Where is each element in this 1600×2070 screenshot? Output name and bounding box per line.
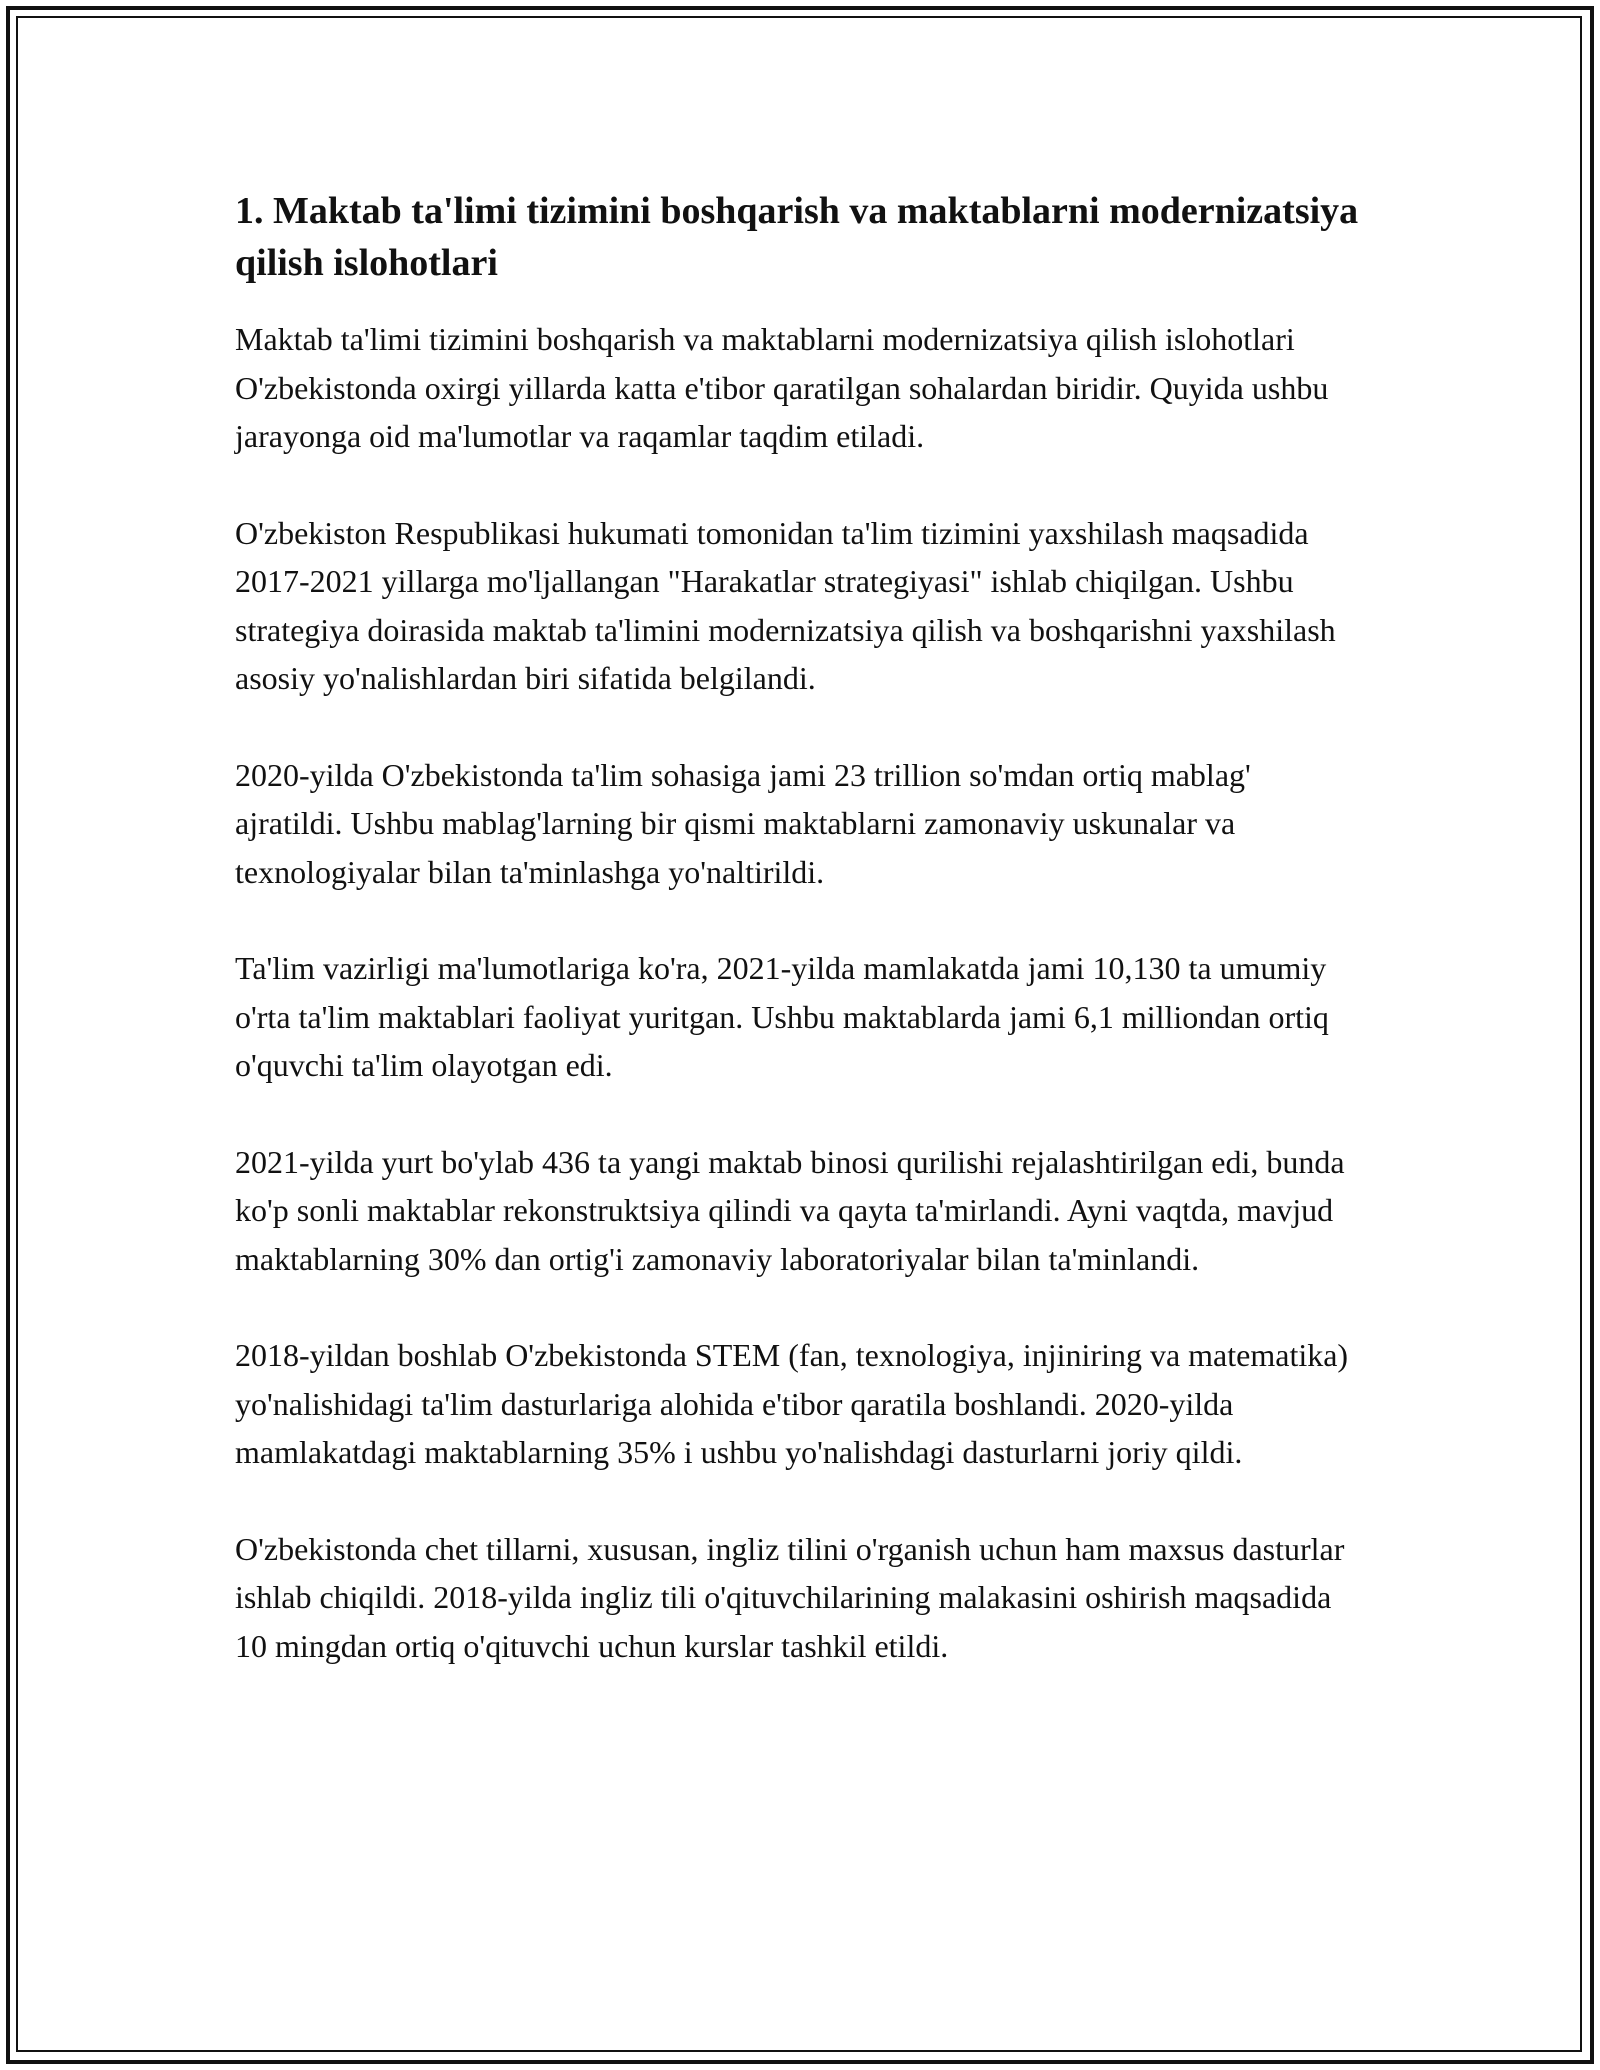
paragraph-funding: 2020-yilda O'zbekistonda ta'lim sohasiga jami 23 trillion so'mdan ortiq mablag' ajratildi. Ushbu mablag'larning bir qismi maktablarni zamonaviy uskunalar va texnologiyalar bilan ta'minlashga yo'naltirildi. [235,756,1251,890]
paragraph-construction: 2021-yilda yurt bo'ylab 436 ta yangi maktab binosi qurilishi rejalashtirilgan edi, bunda ko'p sonli maktablar rekonstruktsiya qilindi va qayta ta'mirlandi. Ayni vaqtda, mavjud maktablarning 30% dan ortig'i zamonaviy laboratoriyalar bilan ta'minlandi. [235,1143,1345,1277]
paragraph-stem: 2018-yildan boshlab O'zbekistonda STEM (fan, texnologiya, injiniring va matematika) yo'nalishidagi ta'lim dasturlariga alohida e'tibor qaratila boshlandi. 2020-yilda mamlakatdagi maktablarning 35% i ushbu yo'nalishdagi dasturlarni joriy qildi. [235,1337,1349,1470]
document-body [235,185,1365,1718]
section-heading: 1. Maktab ta'limi tizimini boshqarish va maktablarni modernizatsiya qilish islohotlari [235,190,1359,284]
paragraph-school-count: Ta'lim vazirligi ma'lumotlariga ko'ra, 2021-yilda mamlakatda jami 10,130 ta umumiy o'rta ta'lim maktablari faoliyat yuritgan. Ushbu maktablarda jami 6,1 milliondan ortiq o'quvchi ta'lim olayotgan edi. [235,950,1329,1083]
paragraph-intro: Maktab ta'limi tizimini boshqarish va maktablarni modernizatsiya qilish islohotlari O'zbekistonda oxirgi yillarda katta e'tibor qaratilgan sohalardan biridir. Quyida ushbu jarayonga oid ma'lumotlar va raqamlar taqdim etiladi. [235,321,1329,454]
paragraph-languages: O'zbekistonda chet tillarni, xususan, ingliz tilini o'rganish uchun ham maxsus dasturlar ishlab chiqildi. 2018-yilda ingliz tili o'qituvchilarining malakasini oshirish maqsadida 10 mingdan ortiq o'qituvchi uchun kurslar tashkil etildi. [235,1530,1345,1664]
paragraph-strategy: O'zbekiston Respublikasi hukumati tomonidan ta'lim tizimini yaxshilash maqsadida 2017-2021 yillarga mo'ljallangan "Harakatlar strategiyasi" ishlab chiqilgan. Ushbu strategiya doirasida maktab ta'limini modernizatsiya qilish va boshqarishni yaxshilash asosiy yo'nalishlardan biri sifatida belgilandi. [235,514,1336,696]
